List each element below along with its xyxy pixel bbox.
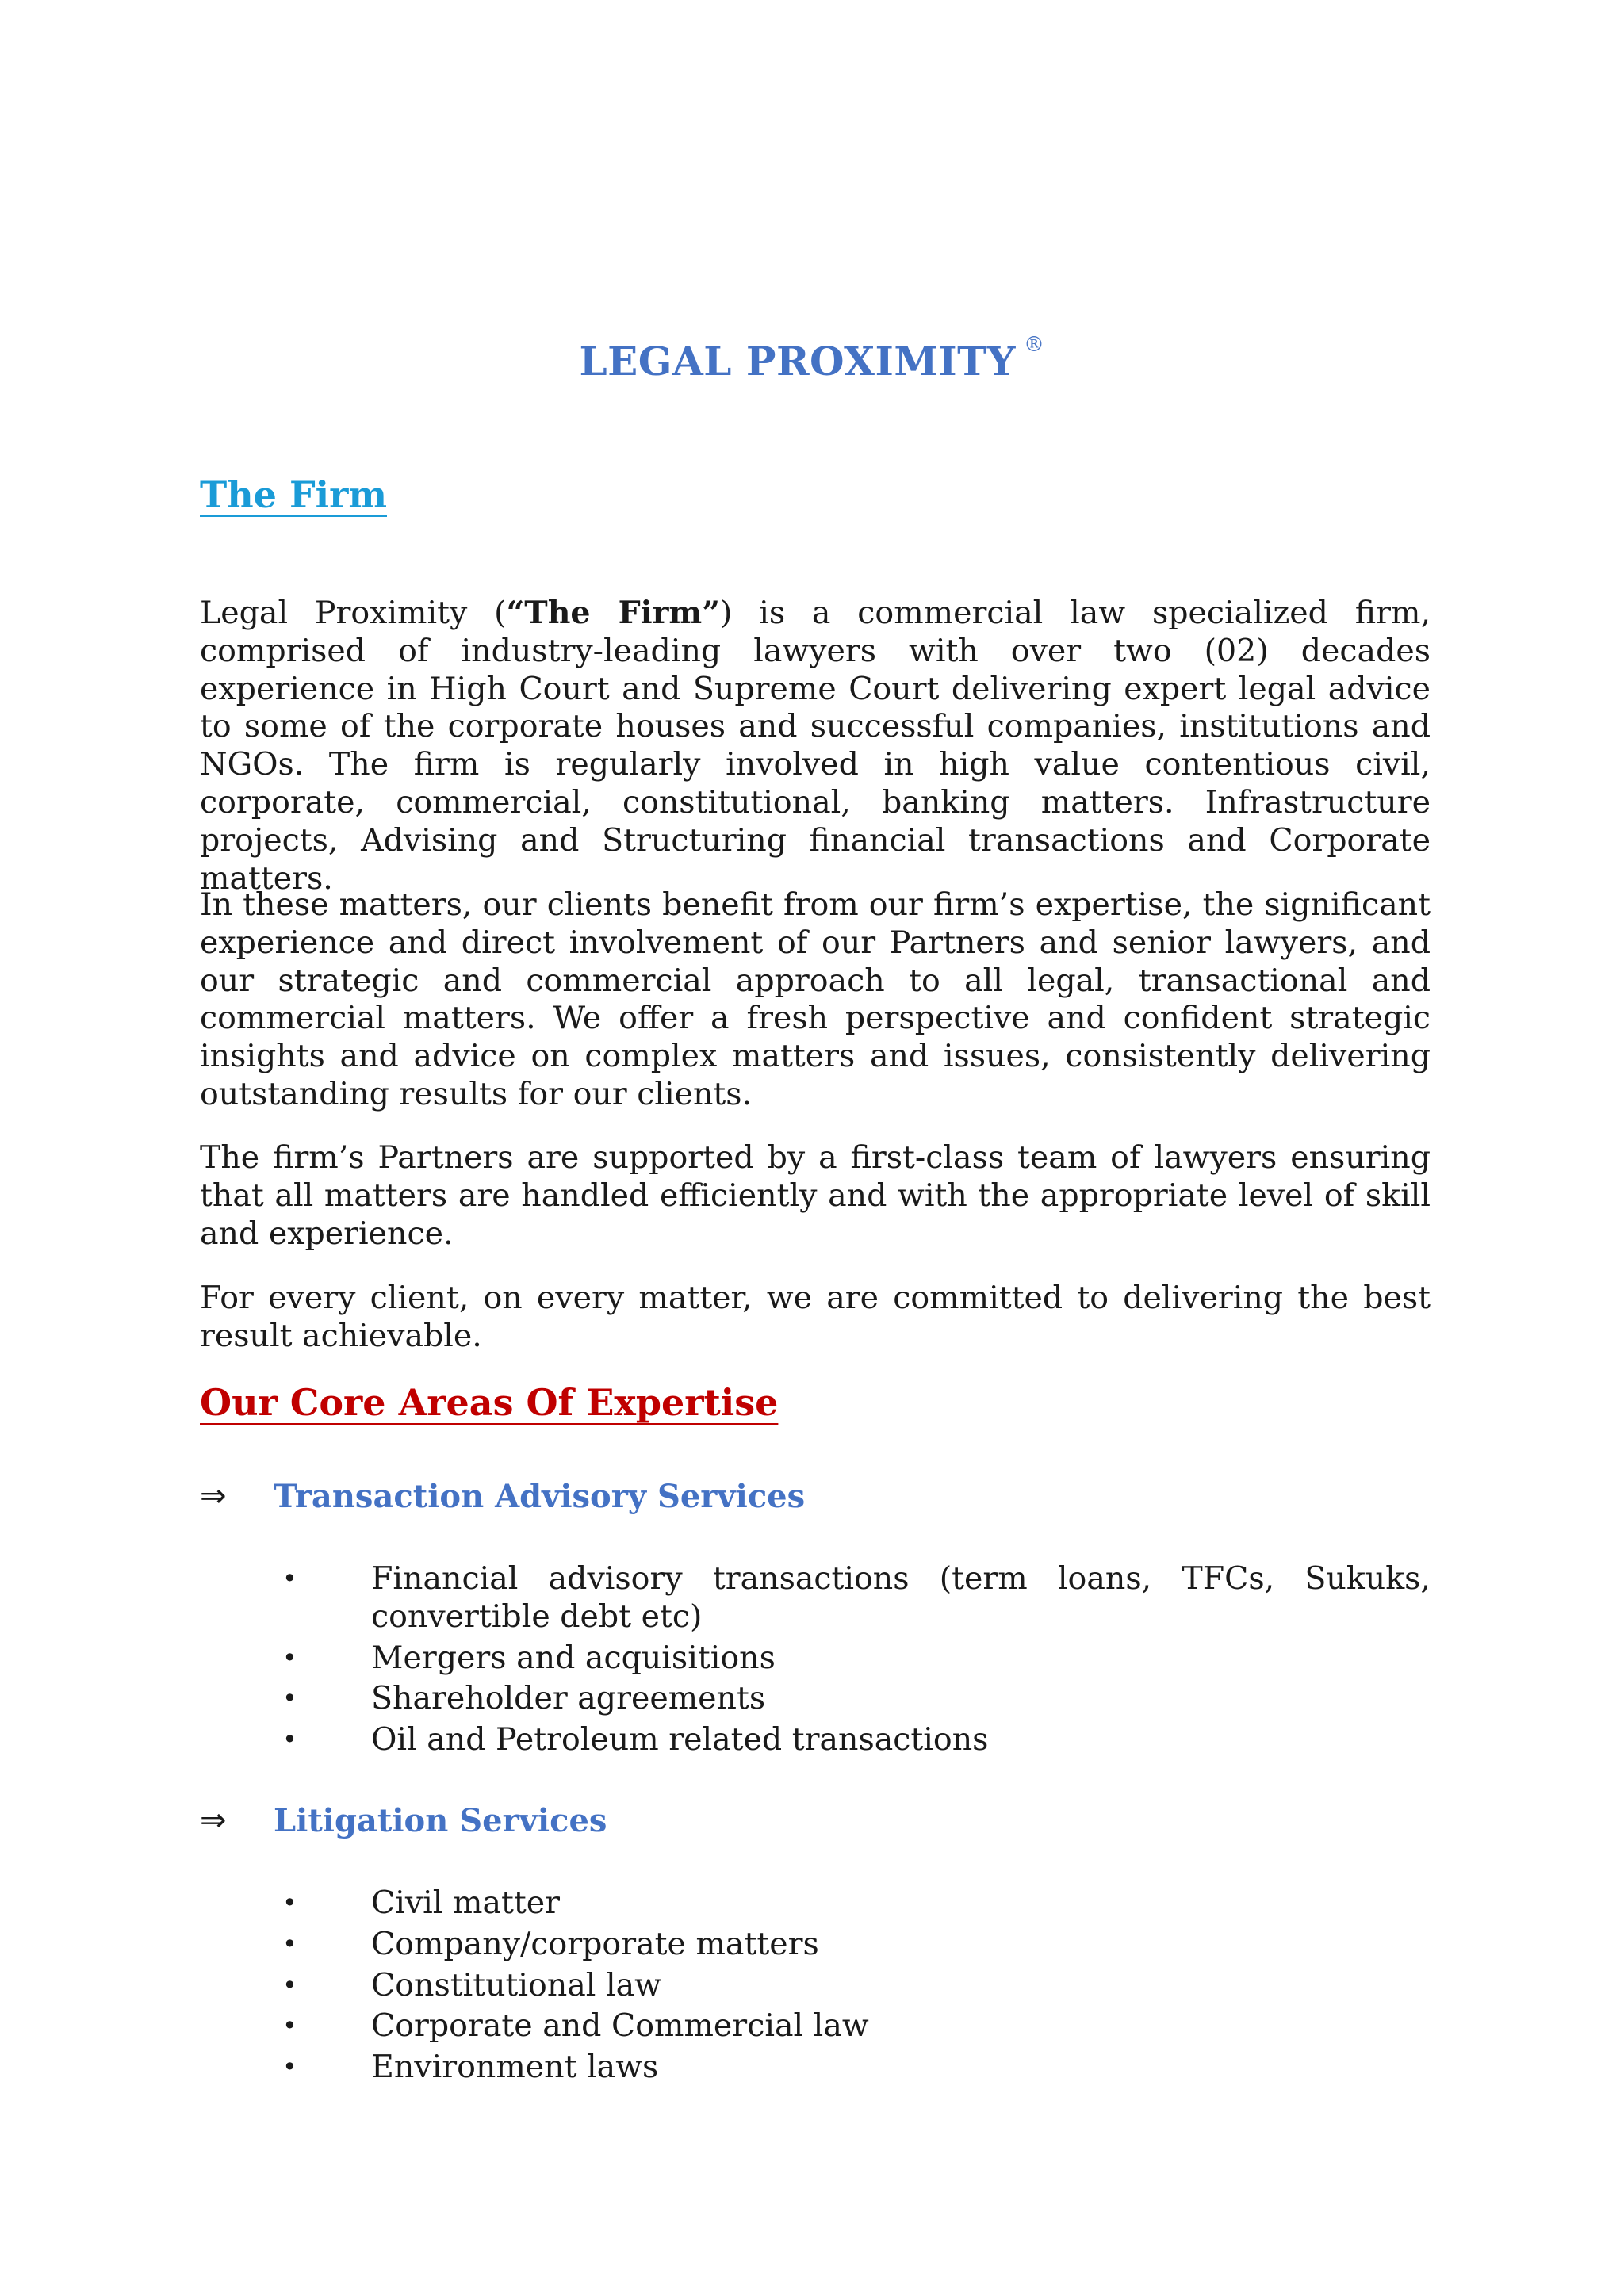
firm-paragraph-2: In these matters, our clients benefit from our firm’s expertise, the significant experience and direct involvement of our Partners and senior lawyers, and our strategic and commercial approach to all legal, transactional and commercial matters. We offer a fresh perspective and confident strategic insights and advice on complex matters and issues, consistently delivering outstanding results for our clients. xyxy=(200,886,1431,1112)
list-item xyxy=(282,2007,1431,2045)
list-item-text: Oil and Petroleum related transactions xyxy=(371,1721,989,1758)
bullet-icon: • xyxy=(282,1683,297,1714)
registered-mark: ® xyxy=(1023,333,1045,357)
right-double-arrow-icon: ⇒ xyxy=(200,1802,227,1839)
right-double-arrow-icon: ⇒ xyxy=(200,1478,227,1514)
p1-body: ) is a commercial law specialized firm, comprised of industry-leading lawyers with over two (02) decades experience in High Court and Supreme Court delivering expert legal advice to some of the corporate houses and successful companies, institutions and NGOs. The firm is regularly involved in high value contentious civil, corporate, commercial, constitutional, banking matters. Infrastructure projects, Advising and Structuring financial transactions and Corporate matters. xyxy=(200,595,1431,897)
litigation-title: Litigation Services xyxy=(274,1802,607,1839)
list-item-text: Mergers and acquisitions xyxy=(371,1639,776,1676)
list-item xyxy=(282,1560,1431,1636)
bullet-icon: • xyxy=(282,1563,297,1594)
firm-paragraph-4: For every client, on every matter, we are committed to delivering the best result achievable. xyxy=(200,1280,1431,1354)
bullet-icon: • xyxy=(282,1724,297,1755)
title-text: LEGAL PROXIMITY xyxy=(579,338,1016,385)
firm-paragraph-1 xyxy=(200,595,1431,897)
bullet-icon: • xyxy=(282,2011,297,2042)
list-item xyxy=(282,2049,1431,2087)
litigation-list xyxy=(282,1885,1431,2090)
list-item xyxy=(282,1640,1431,1678)
p1-firm-term: “The Firm” xyxy=(506,595,720,631)
document-title xyxy=(0,333,1624,385)
list-item xyxy=(282,1680,1431,1718)
bullet-icon: • xyxy=(282,1928,297,1959)
transaction-advisory-list xyxy=(282,1560,1431,1762)
list-item-text: Environment laws xyxy=(371,2049,659,2086)
list-item-text: Corporate and Commercial law xyxy=(371,2007,869,2045)
list-item-text: Constitutional law xyxy=(371,1966,661,2003)
firm-paragraph-3: The firm’s Partners are supported by a first-class team of lawyers ensuring that all matters are handled efficiently and with the appropriate level of skill and experience. xyxy=(200,1139,1431,1252)
firm-heading: The Firm xyxy=(200,473,387,516)
bullet-icon: • xyxy=(282,1969,297,2000)
list-item xyxy=(282,1721,1431,1759)
list-item-text: Shareholder agreements xyxy=(371,1680,766,1717)
bullet-icon: • xyxy=(282,1888,297,1918)
list-item xyxy=(282,1885,1431,1923)
list-item-text: Financial advisory transactions (term loans, TFCs, Sukuks, convertible debt etc) xyxy=(371,1560,1431,1635)
list-item xyxy=(282,1926,1431,1964)
transaction-advisory-title: Transaction Advisory Services xyxy=(274,1478,806,1515)
list-item-text: Civil matter xyxy=(371,1885,561,1921)
bullet-icon: • xyxy=(282,2052,297,2083)
list-item-text: Company/corporate matters xyxy=(371,1925,819,1962)
core-expertise-heading: Our Core Areas Of Expertise xyxy=(200,1381,779,1424)
p1-intro: Legal Proximity ( xyxy=(200,595,507,631)
list-item xyxy=(282,1967,1431,2005)
bullet-icon: • xyxy=(282,1642,297,1673)
